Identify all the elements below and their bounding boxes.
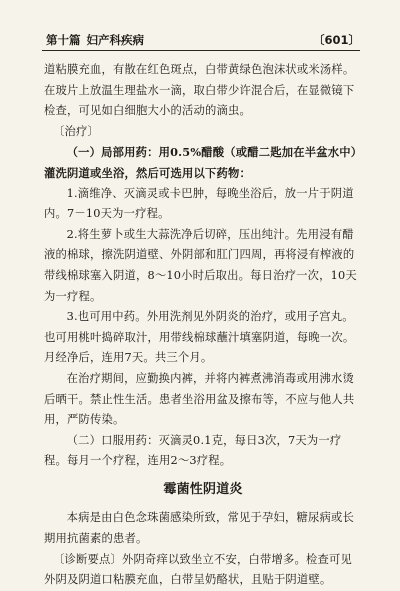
- paragraph-item-1: 1.滴维净、灭滴灵或卡巴肿，每晚坐浴后，放一片于阴道内。7－10天为一疗程。: [44, 186, 354, 221]
- paragraph-local-medication: （一）局部用药：用0.5%醋酸（或醋二匙加在半盆水中）灌洗阴道或坐浴，然后可选用以下药物：: [44, 145, 357, 180]
- section-title: 霉菌性阴道炎: [163, 481, 243, 497]
- paragraph-precautions: 在治疗期间，应勤换内裤，并将内裤煮沸消毒或用沸水烫后晒干。禁止性生活。患者坐浴用盆及擦布等，不应与他人共用，严防传染。: [44, 371, 355, 427]
- page-number: 〔601〕: [312, 33, 360, 47]
- running-header: [42, 30, 360, 48]
- paragraph-diagnosis: 〔诊断要点〕外阴奇痒以致坐立不安，白带增多。检查可见外阴及阴道口粘膜充血，白带呈奶酪状，且贴于阴道壁。: [44, 552, 352, 587]
- paragraph-intro: 道粘膜充血，有散在红色斑点，白带黄绿色泡沫状或米汤样。在玻片上放温生理盐水一滴，取白带少许混合后，在显微镜下检查，可见如白细胞大小的活动的滴虫。: [44, 63, 355, 118]
- paragraph-definition: 本病是由白色念珠菌感染所致，常见于孕妇，糖尿病或长期用抗菌素的患者。: [44, 511, 355, 546]
- section-label: 妇产科疾病: [86, 33, 144, 47]
- header-rule: [42, 50, 360, 51]
- treatment-heading: 〔治疗〕: [53, 124, 100, 138]
- header-left: [46, 32, 144, 48]
- paragraph-oral-medication: （二）口服用药：灭滴灵0.1克，每日3次，7天为一疗程。每月一个疗程，连用2～3疗程。: [44, 433, 342, 468]
- body-text: [44, 60, 362, 591]
- paragraph-item-2: 2.将生萝卜或生大蒜洗净后切碎，压出纯汁。先用浸有醋液的棉球，擦洗阴道壁、外阴部和肛门四周，再将浸有榨液的带线棉球塞入阴道，8～10小时后取出。每日治疗一次，10天为一疗程。: [44, 227, 357, 303]
- chapter-label: 第十篇: [46, 33, 81, 47]
- paragraph-item-3: 3.也可用中药。外用洗剂见外阴炎的治疗，或用子宫丸。也可用桃叶捣碎取汁，用带线棉球蘸汁填塞阴道，每晚一次。月经净后，连用7天。共三个月。: [44, 310, 355, 365]
